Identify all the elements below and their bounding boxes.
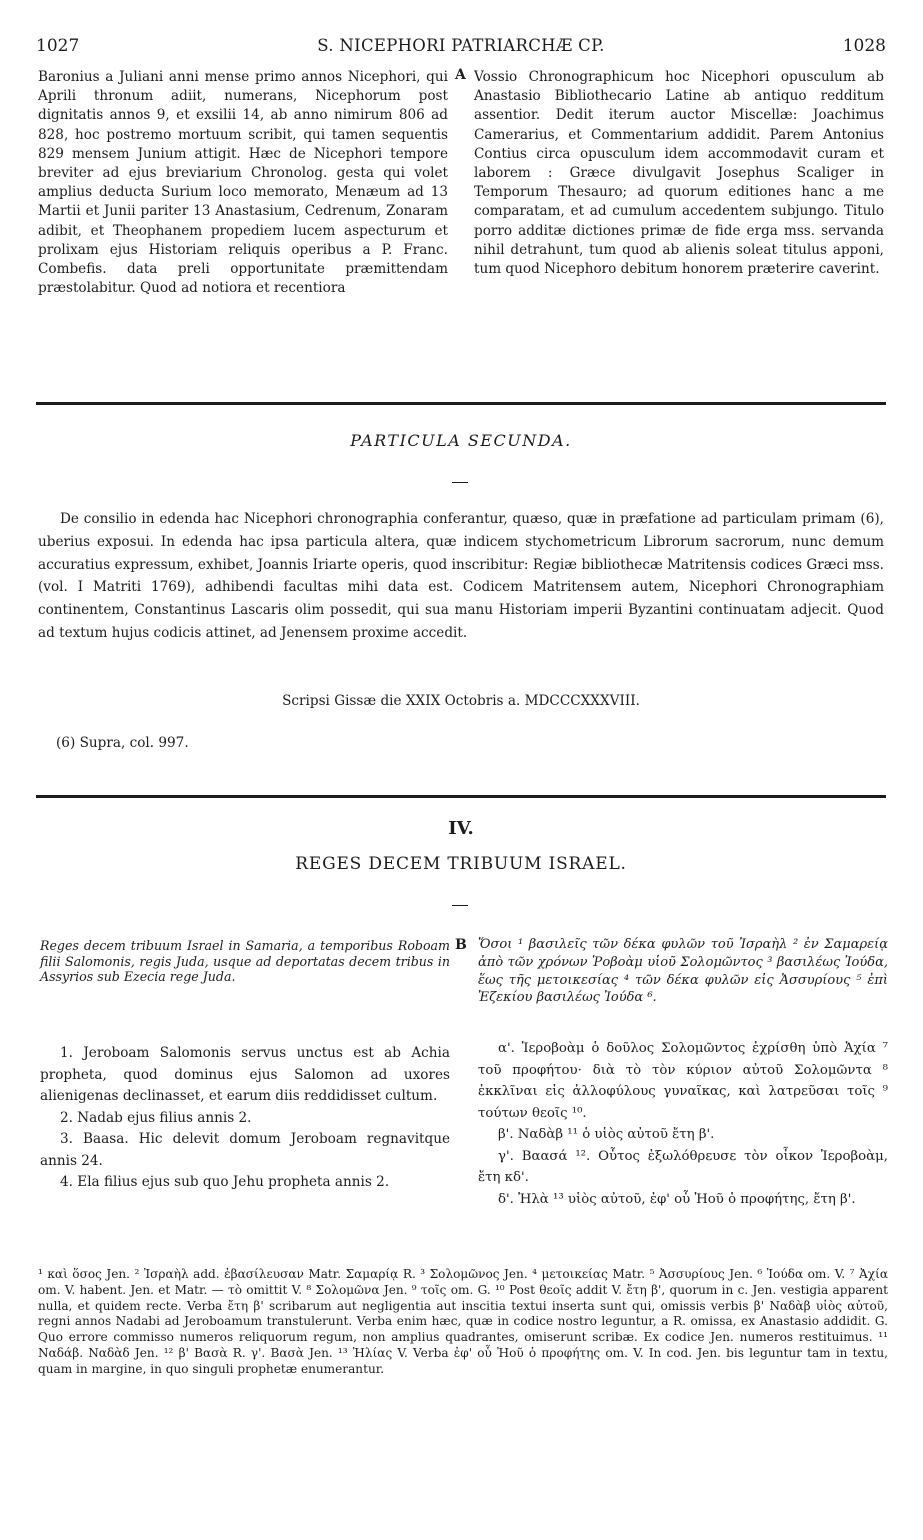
latin-heading: Reges decem tribuum Israel in Samaria, a temporibus Roboam filii Salomonis, regis Juda, usque ad deportatas decem tribus in Assyrios sub Ezecia rege Juda.: [40, 938, 450, 984]
part-number: IV.: [448, 818, 474, 839]
running-title: S. NICEPHORI PATRIARCHÆ CP.: [317, 36, 605, 55]
part-divider-rule: [36, 795, 886, 798]
greek-list-item: β'. Ναδὰβ ¹¹ ὁ υἱὸς αὐτοῦ ἔτη β'.: [498, 1127, 715, 1142]
section-divider-rule: [36, 402, 886, 405]
part-title-dash: [452, 905, 468, 906]
section-footnote: (6) Supra, col. 997.: [56, 735, 189, 751]
running-header: [36, 36, 886, 60]
top-right-paragraph: Vossio Chronographicum hoc Nicephori opusculum ab Anastasio Bibliothecario Latine ab antiquo redditum assentior. Dedit iterum auctor Miscellæ: Joachimus Camerarius, et Commentarium addidit. Parem Antonius Contius circa opusculum idem accommodavit curam et laborem : Græce divulgavit Josephus Scaliger in Temporum Thesauro; ad quorum editiones hanc a me comparatam, et ad cumulum accedentem subjungo. Titulo porro additæ dictiones primæ de fide erga mss. servanda nihil detrahunt, tum quod ab alienis soleat titulus apponi, tum quod Nicephoro debitum honorem præterire caverint.: [474, 69, 884, 278]
footnotes-text: ¹ καὶ ὅσος Jen. ² Ἰσραὴλ add. ἐβασίλευσαν Matr. Σαμαρίᾳ R. ³ Σολομῶνος Jen. ⁴ μετοικείας Matr. ⁵ Ἀσσυρίους Jen. ⁶ Ἰούδα om. V. ⁷ Ἀχία om. V. habent. Jen. et Matr. — τὸ omittit V. ⁸ Σολομῶνα Jen. ⁹ τοῖς om. G. ¹⁰ Post θεοῖς addit V. ἔτη β', quorum in c. Jen. vestigia apparent nulla, et quidem recte. Verba ἔτη β' scribarum aut negligentia aut inscitia textui inserta sunt qui, omissis verbis β' Ναδὰβ υἱὸς αὐτοῦ, regni annos Nadabi ad Jeroboamum transtulerunt. Verba enim hæc, quæ in codice nostro leguntur, a R. omissa, ex Anastasio addidit. G. Quo errore commisso numeros reliquorum regum, non amplius quadrantes, omiserunt scribæ. Ex codice Jen. numeros restituimus. ¹¹ Ναδάβ. Ναδὰδ Jen. ¹² β' Βασὰ R. γ'. Βασὰ Jen. ¹³ Ἠλίας V. Verba ἐφ' οὗ Ἠοῦ ὁ προφήτης om. V. In cod. Jen. bis leguntur tam in textu, quam in margine, in quo singuli prophetæ enumerantur.: [38, 1267, 888, 1376]
column-number-right: 1028: [842, 36, 886, 56]
greek-list-item: α'. Ἱεροβοὰμ ὁ δοῦλος Σολομῶντος ἐχρίσθη ὑπὸ Ἀχία ⁷ τοῦ προφήτου· διὰ τὸ τὸν κύριον αὐτοῦ Σολομῶντα ⁸ ἐκκλῖναι εἰς ἀλλοφύλους γυναῖκας, καὶ λατρεῦσαι τοῖς ⁹ τούτων θεοῖς ¹⁰.: [478, 1041, 888, 1121]
footnotes-block: [38, 1267, 888, 1378]
margin-marker-a: A: [455, 67, 466, 83]
latin-list-item: 1. Jeroboam Salomonis servus unctus est ab Achia propheta, quod dominus ejus Salomon ad uxores alienigenas declinasset, et earum diis reddidisset cultum.: [40, 1045, 450, 1104]
signature-line: Scripsi Gissæ die XXIX Octobris a. MDCCCXXXVIII.: [282, 693, 640, 709]
latin-list-item: 2. Nadab ejus filius annis 2.: [60, 1109, 252, 1126]
latin-list-item: 4. Ela filius ejus sub quo Jehu propheta annis 2.: [60, 1174, 390, 1190]
greek-king-list: [478, 1038, 888, 1210]
greek-list-item: γ'. Βαασά ¹². Οὗτος ἐξωλόθρευσε τὸν οἶκον Ἱεροβοὰμ, ἔτη κδ'.: [478, 1148, 888, 1185]
section-paragraph: De consilio in edenda hac Nicephori chronographia conferantur, quæso, quæ in præfatione ad particulam primam (6), uberius exposui. In edenda hac ipsa particula altera, quæ indicem stychometricum Librorum sacrorum, nunc demum accuratius expressum, exhibet, Joannis Iriarte operis, quod inscribitur: Regiæ bibliothecæ Matritensis codices Græci mss. (vol. I Matriti 1769), adhibendi facultas mihi data est. Codicem Matritensem autem, Nicephori Chronographiam continentem, Constantinus Lascaris olim possedit, qui sua manu Historiam imperii Byzantini continuatam adjecit. Quod ad textum hujus codicis attinet, ad Jenensem proxime accedit.: [38, 511, 884, 641]
section-body: [38, 508, 884, 645]
greek-list-item: δ'. Ἠλὰ ¹³ υἱὸς αὐτοῦ, ἐφ' οὗ Ἠοῦ ὁ προφήτης, ἔτη β'.: [498, 1191, 856, 1207]
margin-marker-b: B: [455, 937, 467, 953]
top-right-column: [474, 68, 884, 279]
part-title: REGES DECEM TRIBUUM ISRAEL.: [295, 854, 627, 874]
latin-king-list: [40, 1043, 450, 1194]
top-left-column: [38, 68, 448, 298]
top-left-paragraph: Baronius a Juliani anni mense primo annos Nicephori, qui Aprili thronum adiit, numerans, Nicephorum post dignitatis annos 9, et exsilii 14, ab anno nimirum 806 ad 828, hoc postremo mortuum scribit, qui tamen sequentis 829 mensem Junium attigit. Hæc de Nicephori tempore breviter ad ejus breviarium Chronolog. gesta qui volet amplius deducta Surium loco memorato, Menæum ad 13 Martii et Junii pariter 13 Anastasium, Cedrenum, Zonaram adibit, et Theophanem propediem lucem aspecturum et prolixam ejus Historiam reliquis operibus a P. Franc. Combefis. data preli opportunitate præmittendam præstolabitur. Quod ad notiora et recentiora: [38, 69, 448, 297]
column-number-left: 1027: [36, 36, 80, 56]
section-title: PARTICULA SECUNDA.: [350, 431, 572, 450]
latin-list-item: 3. Baasa. Hic delevit domum Jeroboam regnavitque annis 24.: [40, 1131, 450, 1169]
greek-heading: Ὅσοι ¹ βασιλεῖς τῶν δέκα φυλῶν τοῦ Ἰσραὴλ ² ἐν Σαμαρείᾳ ἀπὸ τῶν χρόνων Ῥοβοὰμ υἱοῦ Σολομῶντος ³ βασιλέως Ἰούδα, ἕως τῆς μετοικεσίας ⁴ τῶν δέκα φυλῶν εἰς Ἀσσυρίους ⁵ ἐπὶ Ἐζεκίου βασιλέως Ἰούδα ⁶.: [478, 937, 888, 1006]
title-dash: [452, 482, 468, 483]
